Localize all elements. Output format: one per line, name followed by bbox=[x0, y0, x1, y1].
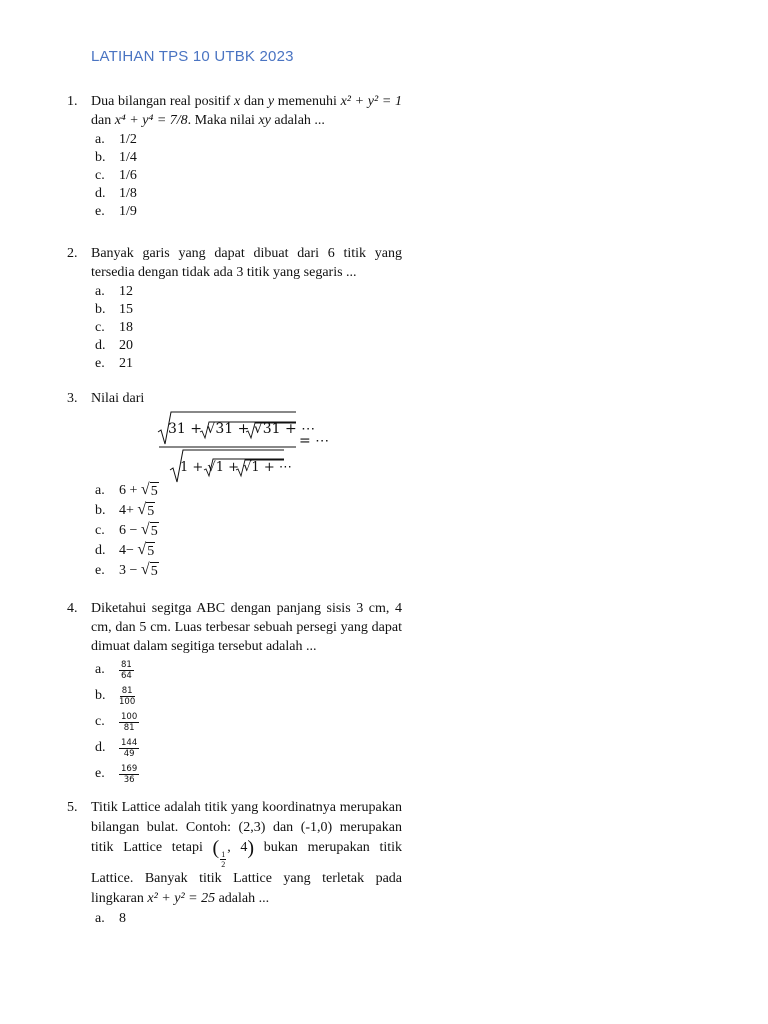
option-c bbox=[95, 319, 402, 337]
options-list bbox=[95, 131, 402, 221]
option-label: a. bbox=[95, 132, 105, 147]
option-label: e. bbox=[95, 766, 105, 781]
text-segment: dan bbox=[243, 94, 265, 109]
sqrt-symbol: √ 5 bbox=[141, 482, 159, 502]
radicand: 5 bbox=[146, 542, 155, 562]
question-number: 2. bbox=[67, 246, 78, 261]
question-1 bbox=[67, 92, 402, 221]
radicand: 5 bbox=[150, 562, 159, 582]
option-value: 1/2 bbox=[119, 132, 137, 147]
numerator: 81 bbox=[121, 659, 132, 670]
options-list bbox=[95, 482, 402, 582]
option-c bbox=[95, 167, 402, 185]
option-label: e. bbox=[95, 563, 105, 578]
option-e bbox=[95, 355, 402, 373]
option-label: b. bbox=[95, 688, 106, 703]
equation-2: x⁴ + y⁴ = 7/8 bbox=[114, 113, 188, 128]
question-3 bbox=[67, 389, 402, 408]
question-text: Diketahui segitga ABC dengan panjang sisis 3 cm, 4 cm, dan 5 cm. Luas terbesar sebuah persegi yang dapat dimuat dalam segitiga tersebut adalah ... bbox=[91, 601, 402, 654]
option-d bbox=[95, 337, 402, 355]
option-value: 18 bbox=[119, 320, 133, 335]
question-4 bbox=[67, 599, 402, 787]
sqrt-symbol: √ 5 bbox=[141, 522, 159, 542]
option-b bbox=[95, 149, 402, 167]
denominator: 100 bbox=[119, 696, 136, 707]
option-a bbox=[95, 910, 402, 928]
option-e bbox=[95, 203, 402, 221]
option-b bbox=[95, 502, 402, 522]
option-b bbox=[95, 683, 402, 709]
question-number: 1. bbox=[67, 94, 78, 109]
question-text: Banyak garis yang dapat dibuat dari 6 titik yang tersedia dengan tidak ada 3 titik yang segaris ... bbox=[91, 246, 402, 280]
question-text bbox=[91, 92, 402, 130]
option-value: 1/9 bbox=[119, 204, 137, 219]
option-b bbox=[95, 301, 402, 319]
sqrt-symbol: √ 5 bbox=[141, 562, 159, 582]
option-d bbox=[95, 735, 402, 761]
numerator: 169 bbox=[121, 763, 138, 774]
option-label: e. bbox=[95, 356, 105, 371]
question-text bbox=[91, 798, 402, 909]
fraction bbox=[119, 686, 135, 707]
option-label: a. bbox=[95, 483, 105, 498]
text-segment: . Maka nilai bbox=[187, 113, 255, 128]
fraction bbox=[119, 660, 134, 681]
option-label: b. bbox=[95, 503, 106, 518]
fraction bbox=[119, 712, 139, 733]
option-a bbox=[95, 657, 402, 683]
option-value: 21 bbox=[119, 356, 133, 371]
option-d bbox=[95, 542, 402, 562]
page-title: LATIHAN TPS 10 UTBK 2023 bbox=[91, 48, 294, 65]
equation-1: x² + y² = 1 bbox=[340, 94, 403, 109]
option-e bbox=[95, 562, 402, 582]
option-a bbox=[95, 131, 402, 149]
question-number: 4. bbox=[67, 601, 78, 616]
option-label: a. bbox=[95, 662, 105, 677]
fraction bbox=[119, 738, 139, 759]
denominator: 2 bbox=[221, 860, 226, 869]
numerator: 144 bbox=[121, 737, 138, 748]
numerator: 81 bbox=[121, 685, 133, 696]
option-value: 6 + bbox=[119, 483, 138, 498]
text-segment: Dua bilangan real positif bbox=[91, 94, 231, 109]
option-a bbox=[95, 482, 402, 502]
option-label: d. bbox=[95, 543, 106, 558]
expression-numerator: 31 + √31 + √31 + ⋯ bbox=[168, 421, 316, 437]
option-value: 20 bbox=[119, 338, 133, 353]
text-segment: adalah ... bbox=[274, 113, 325, 128]
text-segment: Titik Lattice adalah titik yang koordinatnya merupakan bilangan bulat. Contoh: (2,3) dan (-1,0) merupakan titik Lattice tetapi bbox=[91, 800, 402, 855]
question-2 bbox=[67, 244, 402, 373]
option-label: a. bbox=[95, 911, 105, 926]
denominator: 49 bbox=[123, 748, 135, 759]
options-list bbox=[95, 657, 402, 787]
option-value: 6 − bbox=[119, 523, 138, 538]
option-label: c. bbox=[95, 523, 105, 538]
radicand: 5 bbox=[150, 522, 159, 542]
option-d bbox=[95, 185, 402, 203]
option-label: e. bbox=[95, 204, 105, 219]
option-value: 8 bbox=[119, 911, 126, 926]
text-segment: adalah ... bbox=[218, 891, 270, 906]
option-label: b. bbox=[95, 150, 106, 165]
fraction bbox=[119, 764, 139, 785]
option-label: a. bbox=[95, 284, 105, 299]
option-label: d. bbox=[95, 740, 106, 755]
option-e bbox=[95, 761, 402, 787]
radicand: 5 bbox=[150, 482, 159, 502]
option-a bbox=[95, 283, 402, 301]
option-label: c. bbox=[95, 714, 105, 729]
sqrt-symbol: √ 5 bbox=[137, 542, 155, 562]
text-segment: bukan merupakan titik Lattice. Banyak titik Lattice yang terletak pada lingkaran bbox=[91, 840, 403, 906]
paren-open: ( bbox=[212, 837, 220, 859]
numerator: 100 bbox=[121, 711, 138, 722]
options-list bbox=[95, 910, 402, 928]
denominator: 64 bbox=[121, 670, 132, 681]
sqrt-symbol: √ 5 bbox=[137, 502, 155, 522]
option-c bbox=[95, 709, 402, 735]
option-value: 1/4 bbox=[119, 150, 137, 165]
point-fraction bbox=[220, 850, 226, 869]
question-number: 3. bbox=[67, 391, 78, 406]
question-5 bbox=[67, 798, 402, 928]
radicand: 5 bbox=[146, 502, 155, 522]
question-3-options bbox=[67, 482, 402, 582]
option-c bbox=[95, 522, 402, 542]
math-xy: xy bbox=[258, 113, 271, 128]
nested-radical-expression bbox=[156, 408, 336, 484]
option-value: 3 − bbox=[119, 563, 138, 578]
option-label: b. bbox=[95, 302, 106, 317]
option-label: c. bbox=[95, 320, 105, 335]
option-label: d. bbox=[95, 338, 106, 353]
paren-close: ) bbox=[247, 837, 255, 859]
question-number: 5. bbox=[67, 800, 78, 815]
math-y: y bbox=[267, 94, 275, 109]
options-list bbox=[95, 283, 402, 373]
circle-equation: x² + y² = 25 bbox=[147, 891, 216, 906]
option-label: d. bbox=[95, 186, 106, 201]
denominator: 81 bbox=[123, 722, 135, 733]
expression-denominator: 1 + √1 + √1 + ⋯ bbox=[180, 460, 292, 475]
expression-equals: = ⋯ bbox=[299, 433, 330, 449]
option-value: 12 bbox=[119, 284, 133, 299]
numerator: 1 bbox=[221, 850, 226, 859]
denominator: 36 bbox=[123, 774, 135, 785]
option-value: 1/8 bbox=[119, 186, 137, 201]
option-value: 4− bbox=[119, 543, 134, 558]
question-text: Nilai dari bbox=[91, 391, 145, 406]
option-value: 4+ bbox=[119, 503, 134, 518]
text-segment: dan bbox=[91, 113, 112, 128]
option-value: 1/6 bbox=[119, 168, 137, 183]
math-x: x bbox=[234, 94, 241, 109]
text-segment: memenuhi bbox=[277, 94, 337, 109]
option-label: c. bbox=[95, 168, 105, 183]
point-rest: , 4 bbox=[227, 840, 248, 855]
option-value: 15 bbox=[119, 302, 133, 317]
